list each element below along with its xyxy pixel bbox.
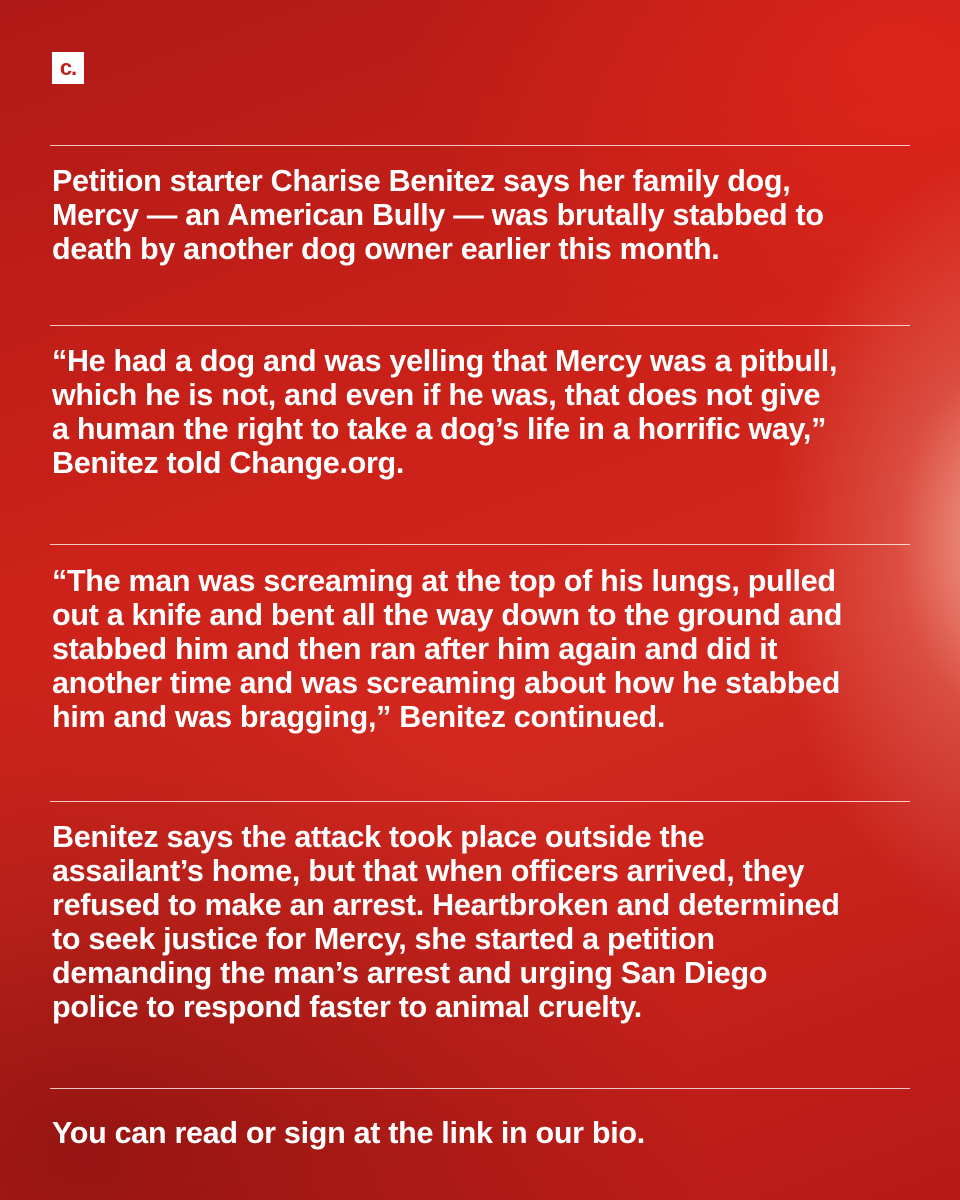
change-org-logo: c. bbox=[52, 52, 84, 84]
text-line: to seek justice for Mercy, she started a petition bbox=[52, 922, 715, 956]
text-line: Benitez says the attack took place outside the bbox=[52, 820, 705, 854]
divider bbox=[50, 145, 910, 146]
divider bbox=[50, 1088, 910, 1089]
divider bbox=[50, 801, 910, 802]
text-line: another time and was screaming about how he stabbed bbox=[52, 666, 841, 700]
text-line: death by another dog owner earlier this month. bbox=[52, 232, 720, 266]
paragraph-quote-2 bbox=[52, 564, 922, 734]
paragraph-intro bbox=[52, 164, 922, 266]
text-line: which he is not, and even if he was, that does not give bbox=[52, 378, 821, 412]
text-line: assailant’s home, but that when officers arrived, they bbox=[52, 854, 805, 888]
text-line: Mercy — an American Bully — was brutally stabbed to bbox=[52, 198, 824, 232]
text-line: Petition starter Charise Benitez says her family dog, bbox=[52, 164, 791, 198]
text-line: refused to make an arrest. Heartbroken and determined bbox=[52, 888, 840, 922]
text-line: stabbed him and then ran after him again and did it bbox=[52, 632, 778, 666]
text-line: “The man was screaming at the top of his lungs, pulled bbox=[52, 564, 836, 598]
text-line: a human the right to take a dog’s life in a horrific way,” bbox=[52, 412, 827, 446]
paragraph-call-to-action bbox=[52, 1116, 922, 1150]
text-line: him and was bragging,” Benitez continued. bbox=[52, 700, 665, 734]
text-line: “He had a dog and was yelling that Mercy was a pitbull, bbox=[52, 344, 838, 378]
paragraph-quote-1 bbox=[52, 344, 922, 480]
text-line: demanding the man’s arrest and urging San Diego bbox=[52, 956, 768, 990]
text-line: You can read or sign at the link in our bio. bbox=[52, 1116, 645, 1150]
text-line: police to respond faster to animal cruelty. bbox=[52, 990, 642, 1024]
paragraph-details bbox=[52, 820, 922, 1024]
text-line: Benitez told Change.org. bbox=[52, 446, 405, 480]
divider bbox=[50, 325, 910, 326]
divider bbox=[50, 544, 910, 545]
text-line: out a knife and bent all the way down to the ground and bbox=[52, 598, 843, 632]
